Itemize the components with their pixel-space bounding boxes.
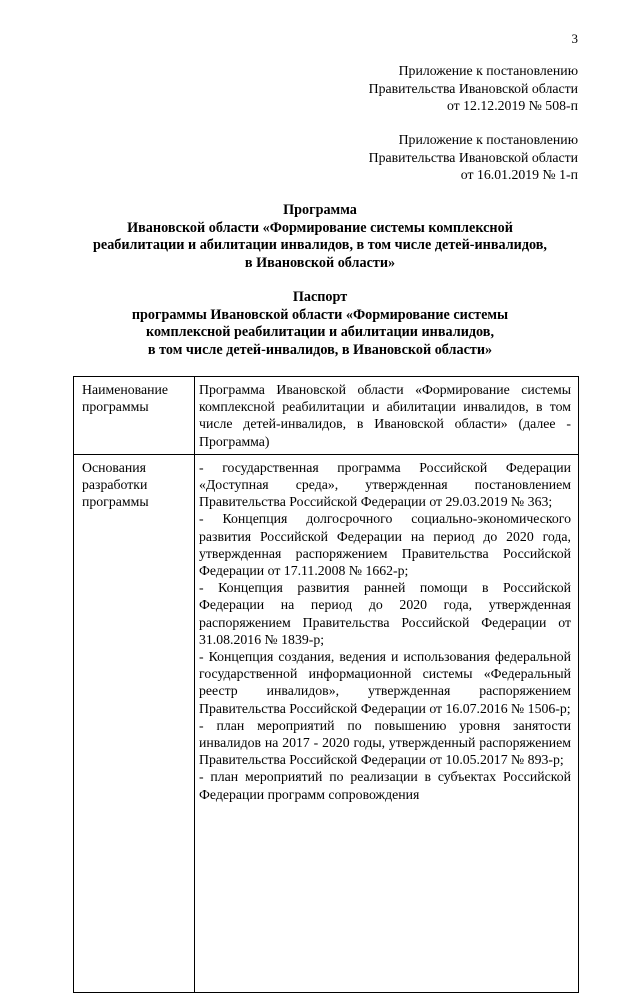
appendix-line: от 12.12.2019 № 508-п	[446, 98, 578, 113]
row-paragraph: - Концепция долгосрочного социально-экономического развития Российской Федерации на период до 2020 года, утвержденная распоряжением Правительства Российской Федерации от 17.11.2008 № 1662-р;	[199, 511, 571, 579]
program-title	[0, 202, 640, 272]
row-paragraph: Программа Ивановской области «Формирование системы комплексной реабилитации и абилитации инвалидов, в том числе детей-инвалидов, в Ивановской области» (далее - Программа)	[199, 382, 571, 449]
passport-title	[0, 289, 640, 359]
program-title-line: в Ивановской области»	[244, 254, 396, 271]
row-paragraph: - Концепция создания, ведения и использования федеральной государственной информационной системы «Федеральный реестр инвалидов», утвержденная распоряжением Правительства Российской Федерации от 16.07.2016 № 1506-р;	[199, 649, 571, 716]
row-paragraph: - план мероприятий по реализации в субъектах Российской Федерации программ сопровождения	[199, 769, 571, 802]
row-content	[195, 377, 579, 455]
row-label: Основания разработки программы	[74, 454, 195, 992]
passport-title-line: Паспорт	[292, 289, 348, 305]
row-content	[195, 454, 579, 992]
appendix-line: Правительства Ивановской области	[368, 149, 578, 165]
appendix-line: Приложение к постановлению	[398, 132, 578, 147]
program-title-line: Программа	[283, 202, 357, 218]
program-title-line: Ивановской области «Формирование системы комплексной	[127, 219, 513, 236]
passport-table	[73, 376, 579, 993]
page-number: 3	[571, 31, 578, 46]
table-row	[74, 454, 579, 992]
passport-title-line: программы Ивановской области «Формирование системы	[131, 306, 509, 323]
passport-title-line: в том числе детей-инвалидов, в Ивановской области»	[147, 341, 493, 358]
row-paragraph: - план мероприятий по повышению уровня занятости инвалидов на 2017 - 2020 годы, утвержденный распоряжением Правительства Российской Федерации от 10.05.2017 № 893-р;	[199, 717, 571, 768]
row-paragraph: - Концепция развития ранней помощи в Российской Федерации на период до 2020 года, утвержденная распоряжением Правительства Российской Федерации от 31.08.2016 № 1839-р;	[199, 580, 571, 647]
appendix-line: Приложение к постановлению	[398, 63, 578, 78]
appendix-note-2	[0, 131, 578, 184]
row-label: Наименование программы	[74, 377, 195, 455]
passport-title-line: комплексной реабилитации и абилитации инвалидов,	[145, 324, 495, 340]
program-title-line: реабилитации и абилитации инвалидов, в том числе детей-инвалидов,	[93, 237, 547, 253]
appendix-line: Правительства Ивановской области	[368, 80, 578, 96]
row-paragraph: - государственная программа Российской Федерации «Доступная среда», утвержденная постановлением Правительства Российской Федерации от 29.03.2019 № 363;	[199, 459, 571, 510]
appendix-line: от 16.01.2019 № 1-п	[460, 167, 578, 182]
appendix-note-1	[0, 62, 578, 115]
table-row	[74, 377, 579, 455]
